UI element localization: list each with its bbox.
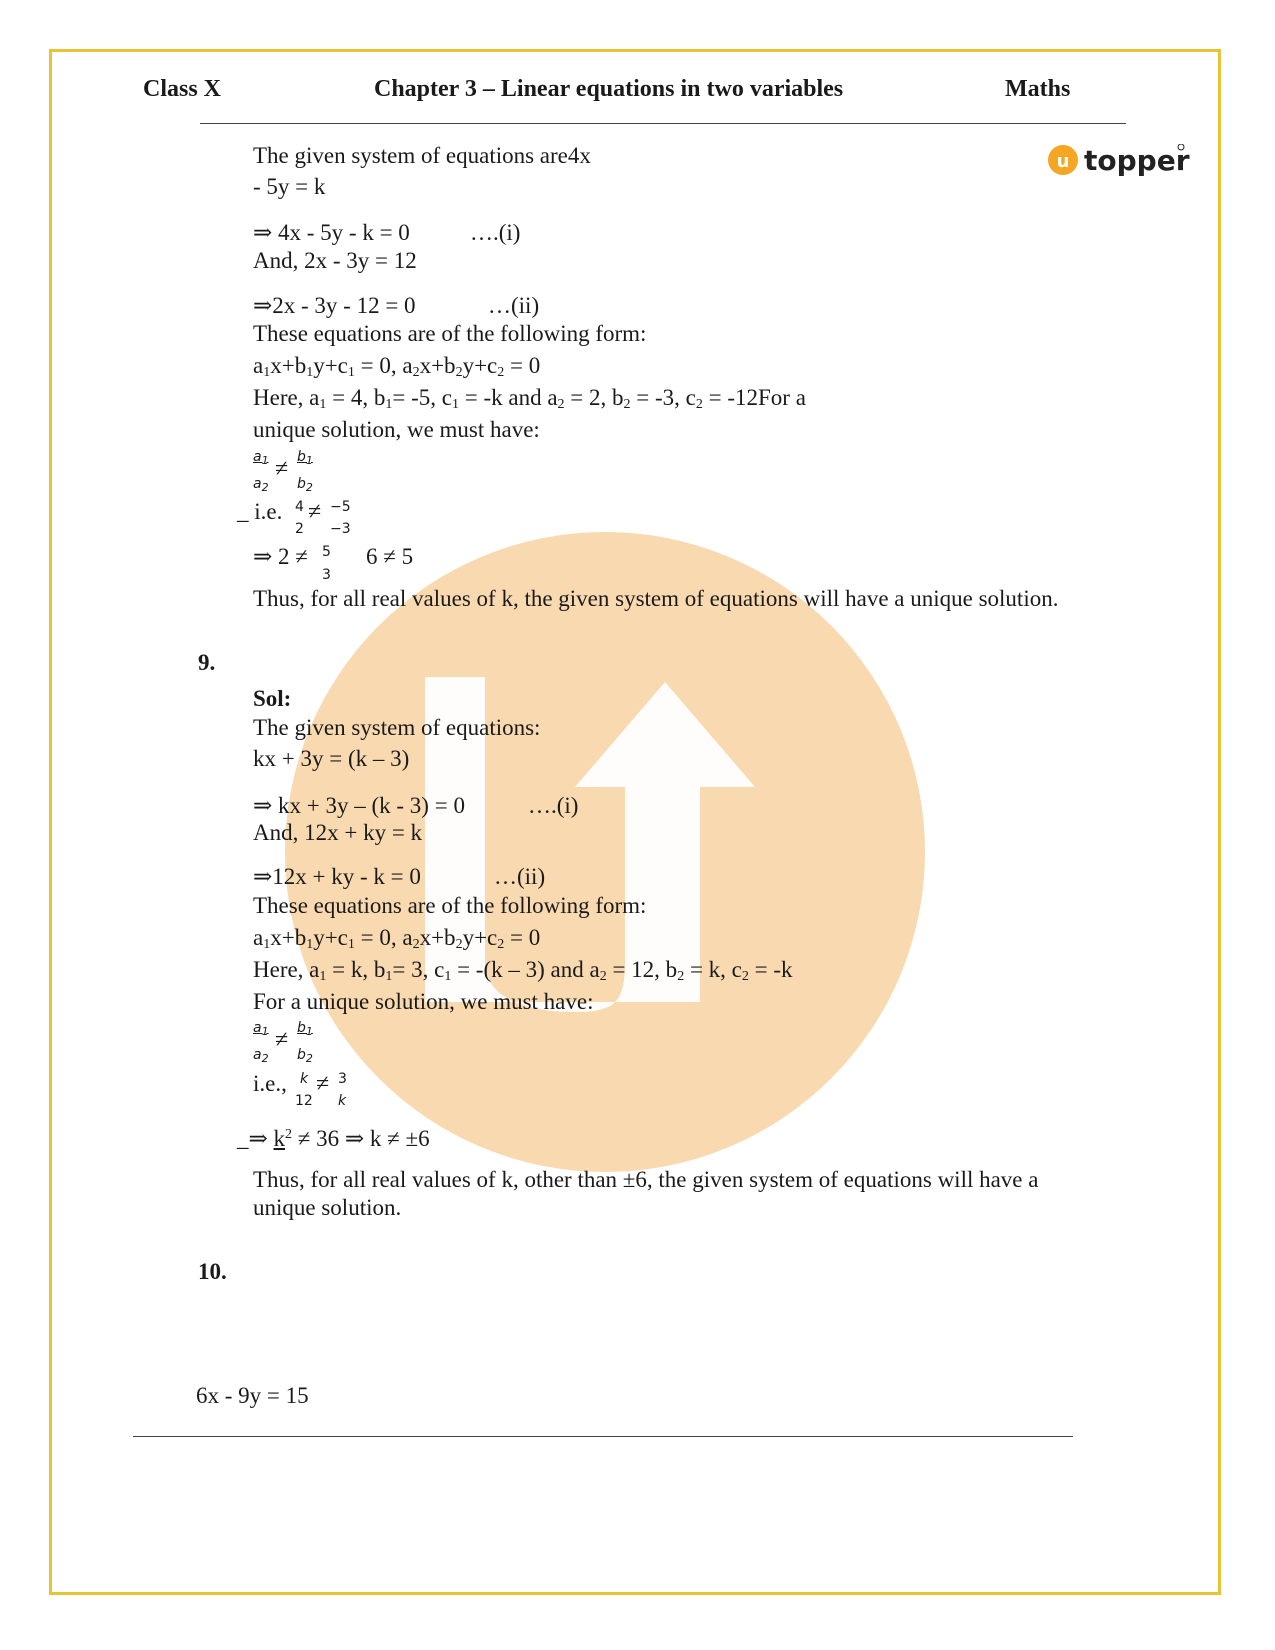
- subject-label: Maths: [1005, 76, 1071, 102]
- q9-equation-1-tag: ….(i): [528, 793, 579, 818]
- q8-ratio-b2: $b_2$: [297, 476, 313, 494]
- q9-ie-label: i.e.,: [253, 1071, 287, 1096]
- q9-ie-d2: k: [338, 1093, 347, 1109]
- q8-ratio-b1: $b_1$: [297, 449, 313, 467]
- q8-equation-1-tag: ….(i): [470, 220, 521, 245]
- q9-ratio-a2: $a_2$: [253, 1047, 269, 1065]
- q9-given: kx + 3y = (k – 3): [253, 746, 410, 771]
- q9-not-equal-sign: ≠: [275, 1027, 289, 1053]
- q8-unique-line: unique solution, we must have:: [253, 417, 540, 442]
- q8-ie-n2: −5: [330, 499, 351, 515]
- q8-ratio-a2: $a_2$: [253, 476, 269, 494]
- q9-unique-line: For a unique solution, we must have:: [253, 989, 594, 1014]
- q9-and-line: And, 12x + ky = k: [253, 820, 423, 845]
- q8-equation-2: ⇒2x - 3y - 12 = 0: [253, 293, 416, 318]
- q8-result: 6 ≠ 5: [366, 544, 414, 569]
- q8-implies-n: 5: [322, 544, 331, 560]
- q9-conclusion-line2: unique solution.: [253, 1195, 402, 1220]
- footer-divider: [133, 1436, 1073, 1437]
- q9-intro: The given system of equations:: [253, 715, 541, 740]
- q9-coefficients: Here, $a_1 = k$, $b_1= 3$, $c_1 = -(k - 3)$ and $a_2 = 12$, $b_2 = k$, $c_2 = -k$: [253, 957, 793, 984]
- q9-ratio-a1: $a_1$: [253, 1020, 269, 1038]
- topper-logo-icon: [1048, 144, 1198, 188]
- q9-number: 9.: [198, 650, 216, 675]
- q8-ie-d2: −3: [330, 521, 351, 537]
- q10-number: 10.: [198, 1259, 227, 1284]
- q8-implies-d: 3: [322, 567, 331, 583]
- q9-form-intro: These equations are of the following form:: [253, 893, 647, 918]
- q8-coefficients: Here, $a_1 = 4$, $b_1= -5$, $c_1 = -k$ and $a_2 = 2$, $b_2 = -3$, $c_2 = -12For$ a: [253, 385, 806, 412]
- class-label: Class X: [143, 76, 222, 102]
- q8-ie-not-equal: ≠: [308, 499, 322, 525]
- q8-form-intro: These equations are of the following form:: [253, 321, 647, 346]
- q8-not-equal-sign: ≠: [275, 456, 289, 482]
- q8-conclusion: Thus, for all real values of k, the given system of equations will have a unique solution.: [253, 586, 1059, 611]
- q8-implies-lhs: ⇒ 2 ≠: [253, 544, 308, 569]
- svg-text:u: u: [1056, 151, 1070, 172]
- q9-equation-1: ⇒ kx + 3y – (k - 3) = 0: [253, 793, 465, 818]
- q8-and-line: And, 2x - 3y = 12: [253, 248, 417, 273]
- q8-equation-1: ⇒ 4x - 5y - k = 0: [253, 220, 410, 245]
- q8-ie-d1: 2: [295, 521, 304, 537]
- q9-conclusion-line1: Thus, for all real values of k, other than ±6, the given system of equations will have a: [253, 1167, 1039, 1192]
- q9-general-form: $a_1x+b_1y+c_1 = 0$, $a_2x+b_2y+c_2 = 0$: [253, 925, 541, 952]
- q8-ie-label: _ i.e.: [237, 499, 283, 524]
- q10-equation: 6x - 9y = 15: [196, 1383, 309, 1408]
- q8-intro-line2: - 5y = k: [253, 174, 326, 199]
- q9-equation-2-tag: …(ii): [494, 864, 546, 889]
- chapter-title: Chapter 3 – Linear equations in two variables: [374, 76, 844, 102]
- q9-ie-n2: 3: [338, 1071, 347, 1087]
- q9-ie-d1: 12: [295, 1093, 313, 1109]
- topper-logo: [1048, 144, 1198, 188]
- svg-text:topper: topper: [1084, 144, 1190, 177]
- q8-intro-line1: The given system of equations are4x: [253, 143, 591, 168]
- q9-ie-n1: k: [300, 1071, 309, 1087]
- q9-ratio-b2: $b_2$: [297, 1047, 313, 1065]
- q8-equation-2-tag: …(ii): [488, 293, 540, 318]
- q9-ie-not-equal: ≠: [316, 1071, 330, 1097]
- q9-implies-line: _⇒ $k^2 \ne 36$ ⇒ k ≠ ±6: [237, 1126, 430, 1151]
- q9-equation-2: ⇒12x + ky - k = 0: [253, 864, 421, 889]
- q9-sol-label: Sol:: [253, 686, 292, 711]
- q9-ratio-b1: $b_1$: [297, 1020, 313, 1038]
- q8-ratio-a1: $a_1$: [253, 449, 269, 467]
- header-divider: [200, 123, 1126, 124]
- q8-general-form: $a_1x+b_1y+c_1 = 0$, $a_2x+b_2y+c_2 = 0$: [253, 353, 541, 380]
- q8-ie-n1: 4: [295, 499, 304, 515]
